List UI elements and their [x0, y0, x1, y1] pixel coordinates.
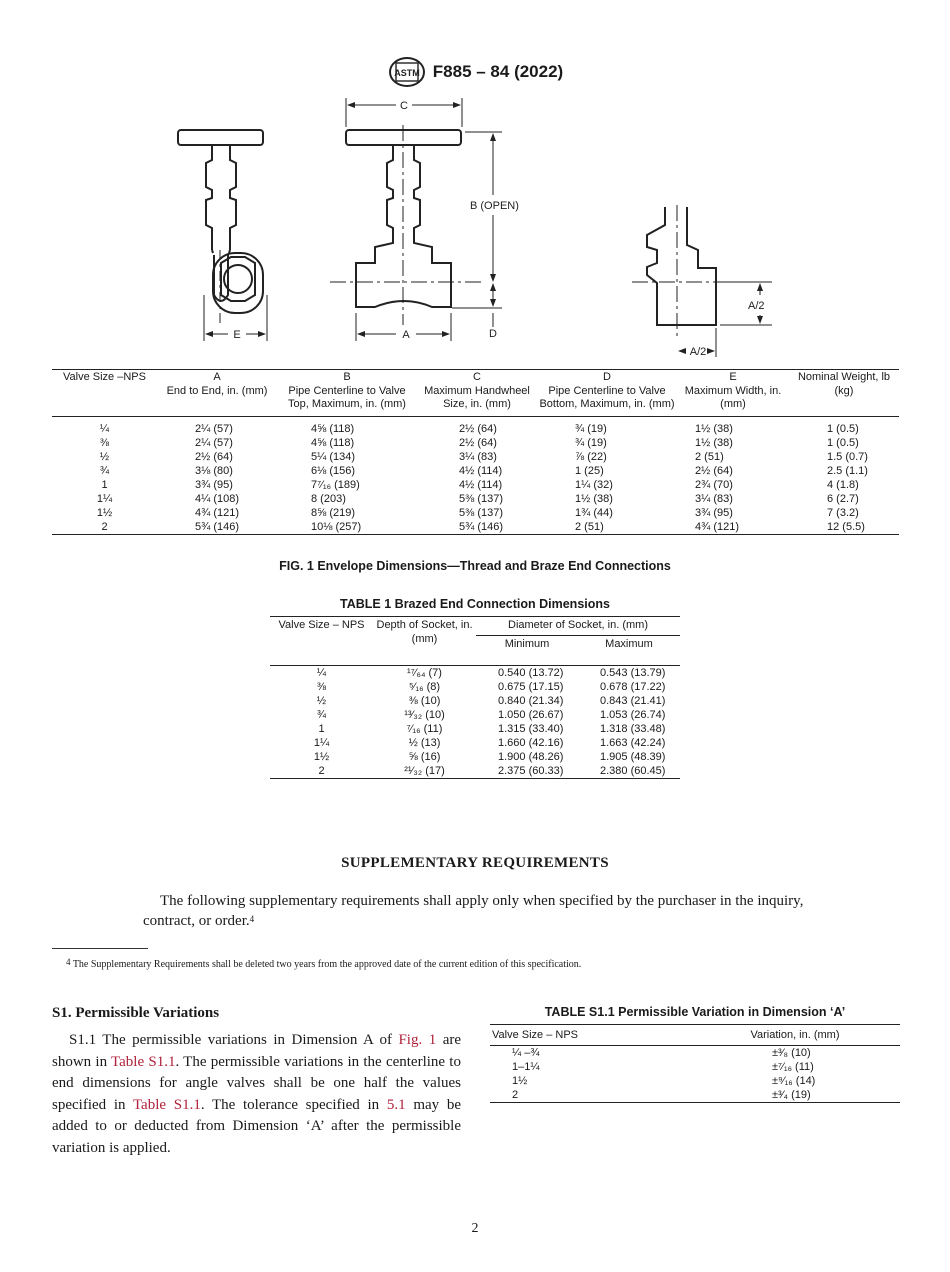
column-header: Depth of Socket, in. (mm) [373, 617, 476, 666]
table-cell: ¹³⁄₃₂ (10) [404, 709, 445, 721]
table-cell: ½ [99, 450, 110, 463]
table-row [52, 436, 899, 450]
column-header: Nominal Weight, lb (kg) [797, 371, 891, 397]
table-cell: 1 (0.5) [827, 422, 859, 435]
table-cell: 2 [101, 520, 108, 533]
table-row [270, 680, 680, 694]
column-header: Minimum [504, 637, 550, 650]
table-cell: 2½ (64) [459, 422, 497, 435]
table-row [270, 750, 680, 764]
table-cell: 2 (51) [575, 520, 604, 533]
footnote-divider [52, 948, 148, 949]
table-cell: ½ (13) [408, 737, 441, 749]
table-cell: 1.318 (33.48) [600, 723, 666, 735]
table-cell: 1¼ [96, 492, 113, 505]
table-cell: ±⁹⁄₁₆ (14) [772, 1075, 816, 1087]
table-row [490, 1060, 900, 1074]
table-cell: 2.5 (1.1) [827, 464, 868, 477]
table-cell: ¾ [316, 709, 327, 721]
table-row [52, 520, 899, 535]
table-cell: 0.543 (13.79) [600, 667, 666, 679]
table-cell: 4 (1.8) [827, 478, 859, 491]
table-cell: 4⅝ (118) [311, 436, 355, 449]
table-row [270, 722, 680, 736]
footnote-marker: 4 [249, 914, 255, 924]
table-cell: ⅝ (16) [408, 751, 441, 763]
column-header: A End to End, in. (mm) [166, 371, 268, 397]
table-cell: 2¼ (57) [195, 436, 233, 449]
column-header: Valve Size –NPS [63, 371, 146, 383]
table-cell: 1.660 (42.16) [498, 737, 564, 749]
table-cell: 2.380 (60.45) [600, 765, 666, 777]
angle-valve-view [647, 207, 716, 325]
table-row [270, 736, 680, 750]
fig1-link[interactable]: Fig. 1 [398, 1032, 437, 1048]
table-header-row [52, 370, 899, 417]
table-cell: 4¾ (121) [695, 520, 740, 533]
astm-logo-icon [387, 56, 427, 88]
table1-title: TABLE 1 Brazed End Connection Dimensions [340, 597, 610, 611]
column-header: D Pipe Centerline to Valve Bottom, Maximum, in. (mm) [539, 371, 675, 410]
table-cell: 12 (5.5) [827, 520, 865, 533]
table-cell: 2 [512, 1089, 519, 1101]
column-header: Maximum [605, 637, 653, 650]
table-cell: 1 (25) [575, 464, 604, 477]
table-cell: ¾ (19) [575, 436, 607, 449]
table-cell: ±³⁄₄ (19) [772, 1089, 811, 1101]
table-row [490, 1046, 900, 1061]
table-cell: ⅜ [316, 681, 327, 693]
dim-label-a-half-horizontal: A/2 [689, 346, 707, 358]
table-cell: 1.053 (26.74) [600, 709, 666, 721]
table-cell: ½ [316, 695, 327, 707]
table-cell: 2¾ (70) [695, 478, 733, 491]
dim-label-a-half-vertical: A/2 [748, 300, 765, 312]
table-cell: 3¼ (83) [695, 492, 733, 505]
table-cell: ¾ (19) [575, 422, 607, 435]
column-header: B Pipe Centerline to Valve Top, Maximum, in. (mm) [288, 371, 406, 410]
table-cell: ±³⁄₈ (10) [772, 1047, 811, 1059]
table-cell: 1.050 (26.67) [498, 709, 564, 721]
table-row [490, 1088, 900, 1103]
permissible-variation-table [490, 1024, 900, 1103]
page-header [0, 56, 950, 88]
table-cell: 1½ [313, 751, 330, 763]
table-cell: 4¼ (108) [195, 492, 240, 505]
column-header: C Maximum Handwheel Size, in. (mm) [424, 371, 530, 410]
table-cell: 5¾ (146) [195, 520, 240, 533]
table-cell: 1.663 (42.24) [600, 737, 666, 749]
table-cell: 2¼ (57) [195, 422, 233, 435]
table-cell: 2½ (64) [195, 450, 233, 463]
supplementary-intro: The following supplementary requirements shall apply only when specified by the purchaser in the inquiry, contract, or order.$^4$ [143, 893, 804, 929]
table-cell: ⁵⁄₁₆ (8) [408, 681, 441, 693]
table-cell: 1½ (38) [575, 492, 613, 505]
table-cell: 5¾ (146) [459, 520, 504, 533]
table-cell: ⅞ (22) [575, 450, 607, 463]
column-header: Diameter of Socket, in. (mm) [476, 617, 680, 636]
table-row [270, 666, 680, 681]
table-cell: 0.678 (17.22) [600, 681, 666, 693]
table-cell: ¼ [316, 667, 327, 679]
table-cell: 3¼ (83) [459, 450, 497, 463]
table-cell: 1¾ (44) [575, 506, 613, 519]
dim-label-a: A [402, 329, 410, 341]
table-cell: 2 (51) [695, 450, 724, 463]
table-s1-link[interactable]: Table S1.1 [111, 1053, 176, 1070]
table-cell: 5¼ (134) [311, 450, 356, 463]
table-s1-title: TABLE S1.1 Permissible Variation in Dimension ‘A’ [544, 1005, 846, 1019]
table-cell: 1½ (38) [695, 436, 733, 449]
table-cell: 2 [318, 765, 325, 777]
table-cell: 1½ [512, 1075, 528, 1087]
table-cell: 2.375 (60.33) [498, 765, 564, 777]
table-cell: 1–1¼ [512, 1061, 540, 1073]
table-cell: 6 (2.7) [827, 492, 859, 505]
column-header: Valve Size – NPS [492, 1029, 579, 1041]
table-cell: 1¼ [313, 737, 330, 749]
table-cell: 1 [101, 478, 108, 491]
table-row [490, 1074, 900, 1088]
table-cell: ¾ [99, 464, 110, 477]
table-row [52, 506, 899, 520]
table-row [270, 764, 680, 779]
section-s1-heading: S1. Permissible Variations [52, 1005, 220, 1021]
section-s1-paragraph: S1.1 The permissible variations in Dimension A of Fig. 1 are shown in Table S1.1. The permissible variations in the centerline to end dimensions for angle valves shall be one half the values specified in Table S1.1. The tolerance specified in 5.1 may be added to or deducted from Dimension ‘A’ after the permissible variation is applied. [52, 1032, 462, 1156]
column-header: E Maximum Width, in. (mm) [684, 371, 782, 410]
supplementary-title: SUPPLEMENTARY REQUIREMENTS [341, 855, 609, 871]
page-number: 2 [471, 1221, 479, 1236]
table-cell: 3⅛ (80) [195, 464, 233, 477]
table-cell: 8⅝ (219) [311, 506, 356, 519]
table-row [270, 694, 680, 708]
table-cell: 1½ [96, 506, 113, 519]
table-cell: 4¾ (121) [195, 506, 240, 519]
table-row [52, 492, 899, 506]
table-cell: 5⅜ (137) [459, 506, 504, 519]
table-cell: 8 (203) [311, 492, 346, 505]
table-cell: 2½ (64) [459, 436, 497, 449]
svg-text:ASTM: ASTM [394, 68, 420, 78]
table-cell: 1¼ (32) [575, 478, 613, 491]
table-cell: 1.5 (0.7) [827, 450, 868, 463]
table-cell: 0.540 (13.72) [498, 667, 564, 679]
table-cell: 1.315 (33.40) [498, 723, 564, 735]
table-row [52, 464, 899, 478]
dim-label-d: D [489, 328, 497, 340]
table-cell: 1.905 (48.39) [600, 751, 666, 763]
table-cell: 1 [318, 723, 325, 735]
table-row [270, 708, 680, 722]
table-cell: 6⅛ (156) [311, 464, 356, 477]
table-row [52, 478, 899, 492]
table-cell: ±⁷⁄₁₆ (11) [772, 1061, 814, 1073]
table-cell: 0.843 (21.41) [600, 695, 666, 707]
footnote: $^4$ The Supplementary Requirements shall be deleted two years from the approved date of the current edition of this specification. [66, 957, 582, 970]
table-cell: 7 (3.2) [827, 506, 859, 519]
table-cell: ¼ –¾ [512, 1047, 540, 1059]
column-header: Variation, in. (mm) [750, 1029, 840, 1041]
envelope-dimensions-table [52, 369, 899, 535]
table-s1-link[interactable]: Table S1.1 [132, 1096, 201, 1113]
table-cell: ⅜ (10) [408, 695, 441, 707]
table-cell: ⁷⁄₁₆ (11) [406, 723, 443, 735]
table-cell: 3¾ (95) [195, 478, 233, 491]
dim-label-c: C [400, 100, 408, 112]
table-cell: 4⅝ (118) [311, 422, 355, 435]
table-cell: 1 (0.5) [827, 436, 859, 449]
table-cell: 0.675 (17.15) [498, 681, 564, 693]
table-cell: 10⅛ (257) [311, 520, 362, 533]
table-cell: 7⁷⁄₁₆ (189) [311, 478, 360, 491]
dim-label-b: B (OPEN) [470, 200, 519, 212]
valve-envelope-figure [160, 95, 790, 365]
table-cell: 2½ (64) [695, 464, 733, 477]
document-designation: F885 – 84 (2022) [432, 62, 564, 81]
table-cell: ²¹⁄₃₂ (17) [404, 765, 445, 777]
table-cell: 0.840 (21.34) [498, 695, 564, 707]
table-cell: ¹⁷⁄₆₄ (7) [407, 667, 442, 679]
table-cell: 4½ (114) [459, 464, 503, 477]
table-cell: 1½ (38) [695, 422, 733, 435]
table-cell: ¼ [99, 422, 110, 435]
table-cell: ⅜ [99, 436, 110, 449]
table-cell: 3¾ (95) [695, 506, 733, 519]
dim-label-e: E [233, 329, 241, 341]
table-cell: 1.900 (48.26) [498, 751, 564, 763]
section-5-1-link[interactable]: 5.1 [386, 1096, 406, 1113]
column-header: Valve Size – NPS [270, 617, 373, 666]
table-row [52, 416, 899, 436]
table-row [52, 450, 899, 464]
table-cell: 4½ (114) [459, 478, 503, 491]
table-cell: 5⅜ (137) [459, 492, 504, 505]
brazed-end-table [270, 616, 680, 779]
figure-caption: FIG. 1 Envelope Dimensions—Thread and Braze End Connections [279, 559, 671, 573]
